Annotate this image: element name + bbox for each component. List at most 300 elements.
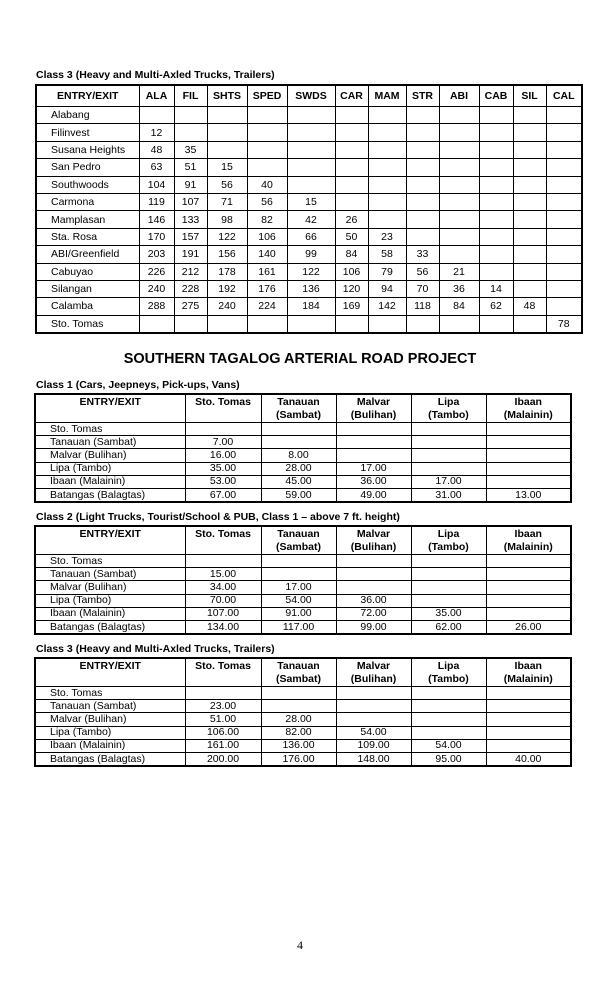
toll-cell: 23 (368, 228, 406, 245)
toll-cell (546, 193, 582, 210)
table-row (35, 581, 571, 594)
toll-cell: 140 (247, 246, 287, 263)
row-label: Malvar (Bulihan) (35, 581, 185, 594)
toll-cell (247, 141, 287, 158)
toll-cell (486, 555, 571, 568)
column-header: Ibaan (Malainin) (486, 658, 571, 687)
toll-cell (411, 726, 486, 739)
toll-cell (336, 449, 411, 462)
toll-cell (479, 176, 513, 193)
toll-cell (486, 687, 571, 700)
toll-cell: 42 (287, 211, 335, 228)
toll-cell (185, 687, 261, 700)
toll-cell: 226 (139, 263, 174, 280)
toll-cell (406, 176, 439, 193)
column-header: SIL (513, 85, 546, 107)
toll-cell (287, 176, 335, 193)
toll-cell (411, 449, 486, 462)
column-header: Tanauan (Sambat) (261, 658, 336, 687)
toll-cell (261, 423, 336, 436)
toll-cell: 50 (335, 228, 368, 245)
class3-top-title: Class 3 (Heavy and Multi-Axled Trucks, Trailers) (36, 69, 275, 81)
toll-cell (479, 211, 513, 228)
toll-cell (411, 700, 486, 713)
toll-cell (546, 246, 582, 263)
toll-cell (336, 713, 411, 726)
row-label: Lipa (Tambo) (35, 594, 185, 607)
toll-cell (546, 280, 582, 297)
toll-cell (439, 193, 479, 210)
toll-cell (411, 687, 486, 700)
row-label: Malvar (Bulihan) (35, 449, 185, 462)
toll-cell (411, 423, 486, 436)
toll-cell (513, 315, 546, 333)
table-row (36, 193, 582, 210)
toll-matrix-star-class1 (34, 393, 572, 503)
toll-cell: 78 (546, 315, 582, 333)
toll-cell: 122 (287, 263, 335, 280)
toll-cell: 107.00 (185, 607, 261, 620)
toll-cell: 48 (513, 298, 546, 315)
toll-cell (513, 263, 546, 280)
toll-cell: 67.00 (185, 488, 261, 502)
toll-cell: 12 (139, 124, 174, 141)
toll-cell (486, 462, 571, 475)
toll-cell (174, 315, 207, 333)
toll-cell (406, 211, 439, 228)
toll-cell: 16.00 (185, 449, 261, 462)
toll-cell (439, 159, 479, 176)
table-row (36, 228, 582, 245)
toll-cell: 28.00 (261, 462, 336, 475)
column-header: STR (406, 85, 439, 107)
toll-cell (546, 124, 582, 141)
toll-cell: 118 (406, 298, 439, 315)
column-header: CAL (546, 85, 582, 107)
toll-cell: 58 (368, 246, 406, 263)
table-row (35, 620, 571, 634)
toll-cell: 275 (174, 298, 207, 315)
row-label: Sto. Tomas (35, 555, 185, 568)
row-label: Tanauan (Sambat) (35, 436, 185, 449)
toll-cell (513, 193, 546, 210)
toll-cell: 161 (247, 263, 287, 280)
toll-cell (336, 581, 411, 594)
table-row (35, 488, 571, 502)
toll-cell: 94 (368, 280, 406, 297)
toll-cell: 56 (207, 176, 247, 193)
toll-cell: 176.00 (261, 752, 336, 766)
toll-cell: 212 (174, 263, 207, 280)
table-header-row (35, 658, 571, 687)
toll-cell (207, 141, 247, 158)
toll-cell: 109.00 (336, 739, 411, 752)
toll-cell: 136 (287, 280, 335, 297)
toll-cell: 203 (139, 246, 174, 263)
row-label: Silangan (36, 280, 139, 297)
toll-cell (486, 726, 571, 739)
toll-cell: 133 (174, 211, 207, 228)
toll-cell (546, 176, 582, 193)
toll-cell: 14 (479, 280, 513, 297)
toll-cell (513, 228, 546, 245)
toll-cell: 99 (287, 246, 335, 263)
table-row (35, 607, 571, 620)
row-label: Ibaan (Malainin) (35, 607, 185, 620)
toll-cell: 99.00 (336, 620, 411, 634)
toll-cell: 63 (139, 159, 174, 176)
toll-cell (486, 581, 571, 594)
table-row (36, 246, 582, 263)
toll-cell (207, 107, 247, 124)
row-label: Cabuyao (36, 263, 139, 280)
toll-cell (486, 449, 571, 462)
toll-cell (479, 193, 513, 210)
table-header-row (35, 526, 571, 555)
toll-cell (406, 107, 439, 124)
toll-cell (411, 568, 486, 581)
toll-cell (546, 159, 582, 176)
toll-cell: 56 (247, 193, 287, 210)
star-class2-title: Class 2 (Light Trucks, Tourist/School & PUB, Class 1 – above 7 ft. height) (36, 511, 400, 523)
toll-cell: 228 (174, 280, 207, 297)
toll-cell: 82 (247, 211, 287, 228)
table-header-row (36, 85, 582, 107)
column-header: Sto. Tomas (185, 526, 261, 555)
toll-cell: 36 (439, 280, 479, 297)
row-label: Sto. Tomas (35, 423, 185, 436)
toll-cell (335, 193, 368, 210)
table-row (35, 475, 571, 488)
column-header: MAM (368, 85, 406, 107)
toll-cell (185, 423, 261, 436)
table-row (36, 298, 582, 315)
table-row (36, 124, 582, 141)
toll-cell: 82.00 (261, 726, 336, 739)
toll-cell: 142 (368, 298, 406, 315)
toll-cell: 31.00 (411, 488, 486, 502)
toll-cell (207, 124, 247, 141)
toll-cell: 106 (335, 263, 368, 280)
page-number: 4 (297, 938, 303, 952)
table-row (36, 107, 582, 124)
table-row (36, 280, 582, 297)
toll-cell (368, 315, 406, 333)
toll-cell (287, 124, 335, 141)
toll-cell (174, 107, 207, 124)
toll-cell (439, 228, 479, 245)
column-header-entry-exit: ENTRY/EXIT (36, 85, 139, 107)
toll-cell: 288 (139, 298, 174, 315)
toll-cell (287, 315, 335, 333)
toll-cell (546, 263, 582, 280)
toll-cell: 8.00 (261, 449, 336, 462)
column-header-entry-exit: ENTRY/EXIT (35, 658, 185, 687)
toll-cell: 200.00 (185, 752, 261, 766)
toll-cell: 176 (247, 280, 287, 297)
toll-cell: 40 (247, 176, 287, 193)
toll-cell: 240 (207, 298, 247, 315)
toll-cell (185, 555, 261, 568)
toll-cell: 156 (207, 246, 247, 263)
toll-cell (513, 159, 546, 176)
toll-cell (546, 141, 582, 158)
toll-cell: 13.00 (486, 488, 571, 502)
toll-cell (406, 315, 439, 333)
toll-cell (411, 713, 486, 726)
toll-cell: 15 (287, 193, 335, 210)
toll-cell: 17.00 (411, 475, 486, 488)
row-label: Mamplasan (36, 211, 139, 228)
toll-cell: 146 (139, 211, 174, 228)
toll-cell: 36.00 (336, 475, 411, 488)
toll-cell: 70 (406, 280, 439, 297)
toll-cell (207, 315, 247, 333)
toll-matrix-class3-expressway (35, 84, 583, 334)
table-row (35, 726, 571, 739)
toll-cell (406, 124, 439, 141)
toll-cell: 62.00 (411, 620, 486, 634)
toll-cell (261, 700, 336, 713)
table-row (35, 555, 571, 568)
toll-cell (411, 581, 486, 594)
toll-cell (513, 141, 546, 158)
toll-cell (336, 687, 411, 700)
column-header: Sto. Tomas (185, 394, 261, 423)
table-row (36, 141, 582, 158)
toll-cell (486, 607, 571, 620)
table-row (35, 687, 571, 700)
toll-cell (479, 246, 513, 263)
toll-cell: 72.00 (336, 607, 411, 620)
toll-cell (368, 211, 406, 228)
toll-cell (406, 193, 439, 210)
row-label: ABI/Greenfield (36, 246, 139, 263)
toll-cell: 35.00 (185, 462, 261, 475)
toll-cell (479, 263, 513, 280)
toll-cell (486, 739, 571, 752)
toll-cell: 104 (139, 176, 174, 193)
toll-cell (406, 228, 439, 245)
row-label: Ibaan (Malainin) (35, 739, 185, 752)
toll-cell (335, 176, 368, 193)
toll-cell: 17.00 (336, 462, 411, 475)
column-header-entry-exit: ENTRY/EXIT (35, 394, 185, 423)
row-label: Batangas (Balagtas) (35, 488, 185, 502)
toll-cell (439, 107, 479, 124)
toll-cell (261, 687, 336, 700)
toll-cell: 157 (174, 228, 207, 245)
toll-cell (335, 124, 368, 141)
toll-cell (368, 193, 406, 210)
column-header: Tanauan (Sambat) (261, 394, 336, 423)
toll-cell: 71 (207, 193, 247, 210)
column-header-entry-exit: ENTRY/EXIT (35, 526, 185, 555)
toll-cell: 28.00 (261, 713, 336, 726)
row-label: Susana Heights (36, 141, 139, 158)
toll-cell: 84 (439, 298, 479, 315)
toll-cell: 54.00 (336, 726, 411, 739)
toll-cell: 192 (207, 280, 247, 297)
toll-cell: 91.00 (261, 607, 336, 620)
column-header: CAB (479, 85, 513, 107)
toll-matrix-star-class3 (34, 657, 572, 767)
toll-cell (486, 700, 571, 713)
table-row (35, 436, 571, 449)
toll-cell (261, 436, 336, 449)
toll-cell (336, 700, 411, 713)
toll-cell (335, 107, 368, 124)
toll-cell (411, 436, 486, 449)
row-label: Southwoods (36, 176, 139, 193)
toll-cell: 17.00 (261, 581, 336, 594)
toll-cell (261, 568, 336, 581)
toll-cell (486, 436, 571, 449)
column-header: Tanauan (Sambat) (261, 526, 336, 555)
toll-cell (368, 107, 406, 124)
row-label: Tanauan (Sambat) (35, 568, 185, 581)
row-label: Lipa (Tambo) (35, 462, 185, 475)
toll-cell (439, 315, 479, 333)
table-row (35, 752, 571, 766)
toll-cell (368, 141, 406, 158)
toll-cell (139, 315, 174, 333)
table-row (36, 159, 582, 176)
toll-cell (513, 280, 546, 297)
toll-cell (287, 141, 335, 158)
table-row (35, 739, 571, 752)
table-header-row (35, 394, 571, 423)
toll-cell (368, 159, 406, 176)
column-header: Malvar (Bulihan) (336, 394, 411, 423)
toll-cell: 106.00 (185, 726, 261, 739)
table-row (35, 568, 571, 581)
toll-cell: 26.00 (486, 620, 571, 634)
toll-cell: 48 (139, 141, 174, 158)
column-header: Lipa (Tambo) (411, 394, 486, 423)
column-header: SWDS (287, 85, 335, 107)
toll-cell (287, 159, 335, 176)
toll-cell (546, 211, 582, 228)
toll-cell: 66 (287, 228, 335, 245)
toll-cell (513, 211, 546, 228)
toll-cell (439, 211, 479, 228)
toll-cell: 7.00 (185, 436, 261, 449)
column-header: Lipa (Tambo) (411, 658, 486, 687)
table-row (35, 462, 571, 475)
toll-cell: 161.00 (185, 739, 261, 752)
star-class1-title: Class 1 (Cars, Jeepneys, Pick-ups, Vans) (36, 379, 240, 391)
column-header: FIL (174, 85, 207, 107)
toll-cell (513, 124, 546, 141)
column-header: Lipa (Tambo) (411, 526, 486, 555)
toll-cell (139, 107, 174, 124)
toll-cell: 45.00 (261, 475, 336, 488)
toll-cell: 33 (406, 246, 439, 263)
toll-cell (479, 124, 513, 141)
toll-cell (486, 475, 571, 488)
toll-cell: 122 (207, 228, 247, 245)
toll-cell: 59.00 (261, 488, 336, 502)
toll-cell (439, 124, 479, 141)
column-header: Ibaan (Malainin) (486, 394, 571, 423)
table-row (35, 713, 571, 726)
row-label: Batangas (Balagtas) (35, 620, 185, 634)
toll-cell (247, 107, 287, 124)
row-label: Tanauan (Sambat) (35, 700, 185, 713)
toll-cell: 15.00 (185, 568, 261, 581)
table-row (36, 211, 582, 228)
toll-cell (486, 713, 571, 726)
row-label: Sta. Rosa (36, 228, 139, 245)
toll-cell (411, 462, 486, 475)
toll-cell (335, 315, 368, 333)
toll-cell: 134.00 (185, 620, 261, 634)
toll-cell (336, 568, 411, 581)
toll-cell: 40.00 (486, 752, 571, 766)
toll-cell (336, 436, 411, 449)
toll-cell: 49.00 (336, 488, 411, 502)
toll-cell: 240 (139, 280, 174, 297)
toll-cell: 98 (207, 211, 247, 228)
toll-cell: 178 (207, 263, 247, 280)
toll-cell: 23.00 (185, 700, 261, 713)
toll-cell: 84 (335, 246, 368, 263)
toll-cell (287, 107, 335, 124)
toll-cell: 34.00 (185, 581, 261, 594)
column-header: Malvar (Bulihan) (336, 658, 411, 687)
toll-cell (486, 423, 571, 436)
toll-cell: 51 (174, 159, 207, 176)
row-label: Alabang (36, 107, 139, 124)
toll-cell: 106 (247, 228, 287, 245)
toll-cell: 54.00 (261, 594, 336, 607)
table-row (35, 594, 571, 607)
toll-cell: 35 (174, 141, 207, 158)
toll-cell (406, 141, 439, 158)
toll-cell: 117.00 (261, 620, 336, 634)
toll-cell (247, 124, 287, 141)
toll-matrix-star-class2 (34, 525, 572, 635)
toll-cell (406, 159, 439, 176)
toll-cell: 62 (479, 298, 513, 315)
row-label: San Pedro (36, 159, 139, 176)
toll-cell (247, 159, 287, 176)
column-header: CAR (335, 85, 368, 107)
toll-cell (261, 555, 336, 568)
toll-cell (513, 107, 546, 124)
column-header: Ibaan (Malainin) (486, 526, 571, 555)
toll-cell: 79 (368, 263, 406, 280)
toll-cell (546, 107, 582, 124)
toll-cell (336, 555, 411, 568)
toll-cell: 148.00 (336, 752, 411, 766)
table-row (36, 315, 582, 333)
toll-cell (174, 124, 207, 141)
toll-cell (368, 176, 406, 193)
toll-cell (247, 315, 287, 333)
toll-cell: 136.00 (261, 739, 336, 752)
toll-cell (368, 124, 406, 141)
toll-cell (479, 141, 513, 158)
toll-cell: 53.00 (185, 475, 261, 488)
table-row (36, 263, 582, 280)
star-class3-title: Class 3 (Heavy and Multi-Axled Trucks, Trailers) (36, 643, 275, 655)
toll-cell: 170 (139, 228, 174, 245)
column-header: Sto. Tomas (185, 658, 261, 687)
row-label: Filinvest (36, 124, 139, 141)
toll-cell: 26 (335, 211, 368, 228)
